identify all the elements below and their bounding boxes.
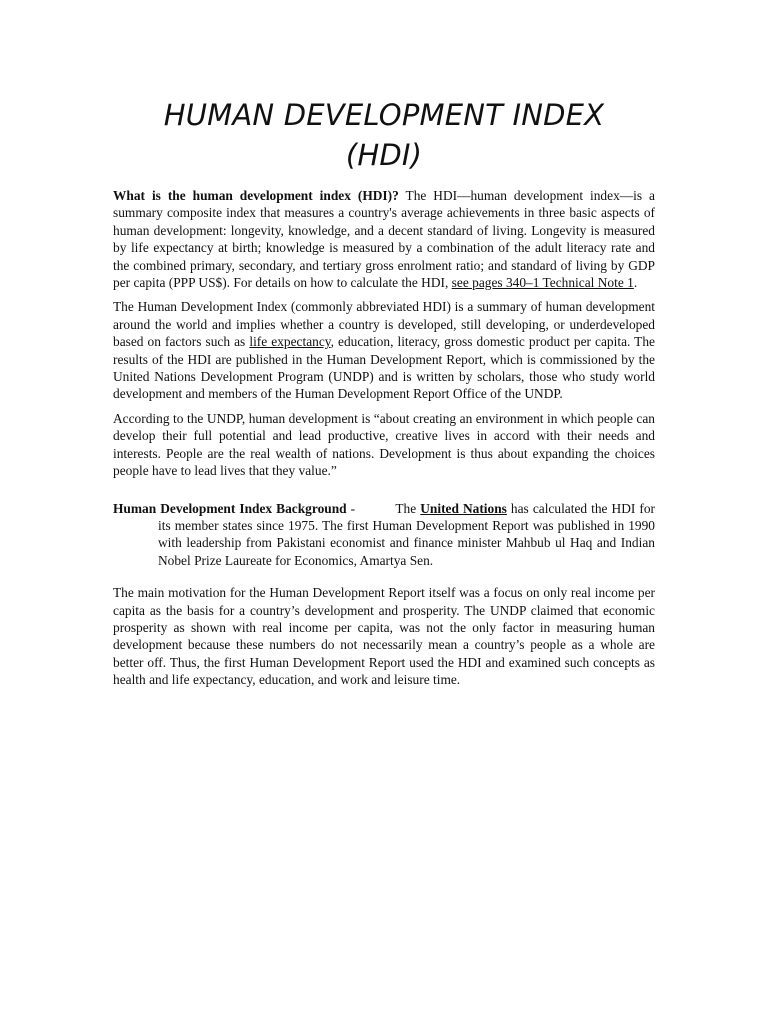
background-heading: Human Development Index Background — [113, 500, 347, 516]
paragraph-background — [113, 500, 655, 570]
life-expectancy-link[interactable]: life expectancy — [249, 334, 331, 350]
united-nations-link[interactable]: United Nations — [420, 500, 507, 516]
paragraph-undp-quote: According to the UNDP, human development is “about creating an environment in which people can develop their full potential and lead productive, creative lives in accord with their needs and interests. People are the real wealth of nations. Development is thus about expanding the choices people have to lead lives that they value.” — [113, 410, 655, 479]
technical-note-link[interactable]: see pages 340–1 Technical Note 1 — [451, 275, 634, 291]
paragraph-motivation: The main motivation for the Human Development Report itself was a focus on only real income per capita as the basis for a country’s development and prosperity. The UNDP claimed that economic prosperity as shown with real income per capita, was not the only factor in measuring human development because these numbers do not necessarily mean a country’s people as a whole are better off. Thus, the first Human Development Report used the HDI and examined such concepts as health and life expectancy, education, and work and leisure time. — [113, 585, 655, 688]
title-main: HUMAN DEVELOPMENT INDEX — [163, 98, 605, 132]
paragraph-what-is-hdi — [113, 187, 655, 291]
document-page — [113, 95, 655, 696]
paragraph-text: , education, literacy, gross domestic product per capita. The results of the HDI are published in the Human Development Report, which is commissioned by the United Nations Development Program (UNDP) and is written by scholars, those who study world development and members of the Human Development Report Office of the UNDP. — [113, 334, 656, 402]
paragraph-text: The Human Development Index (commonly abbreviated HDI) is a summary of human development around the world and implies whether a country is developed, still developing, or underdeveloped based on factors such as — [113, 299, 655, 350]
paragraph-lead-question: What is the human development index (HDI)? — [113, 188, 399, 203]
background-dash: - — [346, 500, 360, 516]
paragraph-end: . — [633, 275, 638, 291]
title-sub: (HDI) — [345, 138, 423, 172]
paragraph-text: has calculated the HDI for its member states since 1975. The first Human Development Report was published in 1990 with leadership from Pakistani economist and finance minister Mahbub ul Haq and Indian Nobel Prize Laureate for Economics, Amartya Sen. — [158, 500, 655, 568]
paragraph-hdi-summary — [113, 298, 655, 402]
paragraph-text: The HDI—human development index—is a summary composite index that measures a country's average achievements in three basic aspects of human development: longevity, knowledge, and a decent standard of living. Longevity is measured by life expectancy at birth; knowledge is measured by a combination of the adult literacy rate and the combined primary, secondary, and tertiary gross enrolment ratio; and standard of living by GDP per capita (PPP US$). For details on how to calculate the HDI, — [113, 188, 655, 291]
paragraph-text: The — [391, 500, 421, 516]
paragraph-spacer — [113, 487, 655, 500]
document-title — [113, 95, 655, 175]
